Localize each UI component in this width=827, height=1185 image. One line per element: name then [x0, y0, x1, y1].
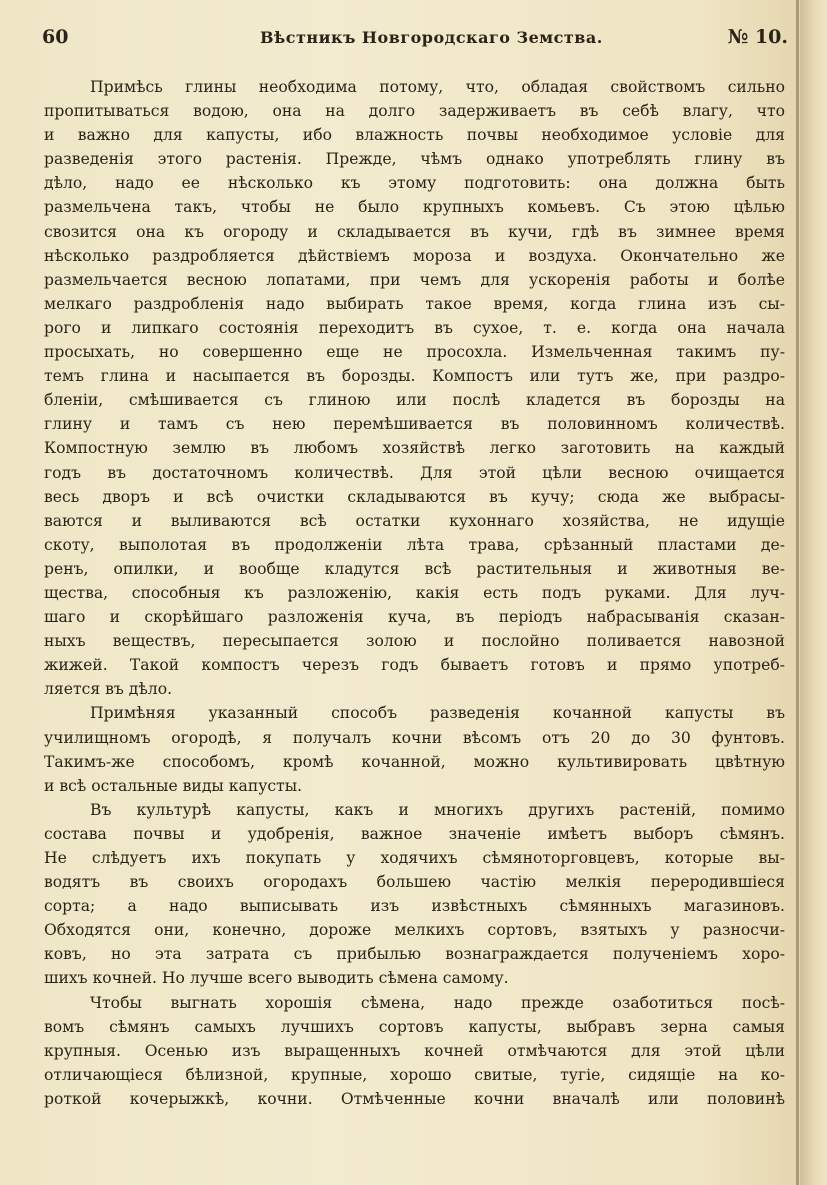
text-line: скоту, выполотая въ продолженіи лѣта трава, срѣзанный пластами де- — [44, 535, 785, 554]
text-line: рого и липкаго состоянія переходитъ въ сухое, т. е. когда она начала — [44, 318, 785, 337]
text-line: пропитываться водою, она на долго задерживаетъ въ себѣ влагу, что — [44, 102, 785, 121]
text-line: роткой кочерыжкѣ, кочни. Отмѣченные кочни вначалѣ или половинѣ — [44, 1089, 785, 1108]
journal-title: Вѣстникъ Новгородскаго Земства. — [260, 28, 603, 47]
text-line: Компостную землю въ любомъ хозяйствѣ легко заготовить на каждый — [44, 439, 785, 458]
text-line: сорта; а надо выписывать изъ извѣстныхъ сѣмянныхъ магазиновъ. — [44, 897, 785, 916]
text-line: годъ въ достаточномъ количествѣ. Для этой цѣли весною очищается — [44, 463, 785, 482]
page-edge-shadow — [800, 0, 827, 1185]
text-line: дѣло, надо ее нѣсколько къ этому подготовить: она должна быть — [44, 174, 785, 193]
text-line: ляется въ дѣло. — [44, 680, 173, 699]
text-line: училищномъ огородѣ, я получалъ кочни вѣсомъ отъ 20 до 30 фунтовъ. — [44, 728, 785, 747]
text-line: и важно для капусты, ибо влажность почвы необходимое условіе для — [44, 126, 785, 145]
text-line: щества, способныя къ разложенію, какія есть подъ руками. Для луч- — [44, 583, 785, 602]
text-line: бленіи, смѣшивается съ глиною или послѣ кладется въ борозды на — [44, 391, 785, 410]
article-body — [44, 75, 785, 1111]
page-edge-line — [796, 0, 799, 1185]
text-line: Не слѣдуетъ ихъ покупать у ходячихъ сѣмяноторговцевъ, которые вы- — [44, 849, 785, 867]
text-line: разведенія этого растенія. Прежде, чѣмъ однако употреблять глину въ — [44, 150, 785, 169]
text-line: свозится она къ огороду и складывается въ кучи, гдѣ въ зимнее время — [44, 222, 785, 241]
text-line: Въ культурѣ капусты, какъ и многихъ другихъ растеній, помимо — [90, 800, 785, 819]
text-line: вомъ сѣмянъ самыхъ лучшихъ сортовъ капусты, выбравъ зерна самыя — [44, 1017, 785, 1036]
text-line: просыхать, но совершенно еще не просохла. Измельченная такимъ пу- — [44, 343, 785, 362]
text-line: жижей. Такой компостъ черезъ годъ бываетъ готовъ и прямо употреб- — [44, 656, 785, 675]
text-line: Такимъ-же способомъ, кромѣ кочанной, можно культивировать цвѣтную — [44, 752, 785, 771]
text-line: ковъ, но эта затрата съ прибылью вознаграждается полученіемъ хоро- — [44, 945, 785, 964]
text-line: Примѣняя указанный способъ разведенія кочанной капусты въ — [90, 704, 785, 723]
text-line: Обходятся они, конечно, дороже мелкихъ сортовъ, взятыхъ у разносчи- — [44, 921, 785, 940]
text-line: крупныя. Осенью изъ выращенныхъ кочней отмѣчаются для этой цѣли — [44, 1041, 785, 1060]
text-line: Примѣсь глины необходима потому, что, обладая свойствомъ сильно — [90, 78, 785, 96]
issue-number: № 10. — [727, 26, 788, 48]
text-line: и всѣ остальные виды капусты. — [44, 776, 303, 795]
text-line: ренъ, опилки, и вообще кладутся всѣ растительныя и животныя ве- — [44, 559, 785, 578]
text-line: нѣсколько раздробляется дѣйствіемъ мороза и воздуха. Окончательно же — [44, 246, 785, 265]
text-line: водятъ въ своихъ огородахъ большею частію мелкія переродившіеся — [44, 873, 785, 892]
running-header — [42, 26, 788, 52]
text-line: состава почвы и удобренія, важное значеніе имѣетъ выборъ сѣмянъ. — [44, 824, 785, 843]
text-line: ваются и выливаются всѣ остатки кухоннаго хозяйства, не идущіе — [44, 511, 785, 530]
text-line: размельчается весною лопатами, при чемъ для ускоренія работы и болѣе — [44, 270, 785, 289]
text-line: мелкаго раздробленія надо выбирать такое время, когда глина изъ сы- — [44, 294, 785, 313]
text-line: шаго и скорѣйшаго разложенія куча, въ періодъ набрасыванія сказан- — [44, 608, 785, 627]
text-line: отличающіеся бѣлизной, крупные, хорошо свитые, тугіе, сидящіе на ко- — [44, 1065, 785, 1084]
text-line: темъ глина и насыпается въ борозды. Компостъ или тутъ же, при раздро- — [44, 367, 785, 386]
page-number: 60 — [42, 26, 69, 48]
text-line: размельчена такъ, чтобы не было крупныхъ комьевъ. Съ этою цѣлью — [44, 198, 785, 217]
text-line: Чтобы выгнать хорошія сѣмена, надо прежде озаботиться посѣ- — [90, 993, 785, 1012]
text-line: шихъ кочней. Но лучше всего выводить сѣмена самому. — [44, 969, 509, 988]
text-line: весь дворъ и всѣ очистки складываются въ кучу; сюда же выбрасы- — [44, 487, 785, 506]
text-line: глину и тамъ съ нею перемѣшивается въ половинномъ количествѣ. — [44, 415, 785, 434]
text-line: ныхъ веществъ, пересыпается золою и послойно поливается навозной — [44, 632, 785, 651]
